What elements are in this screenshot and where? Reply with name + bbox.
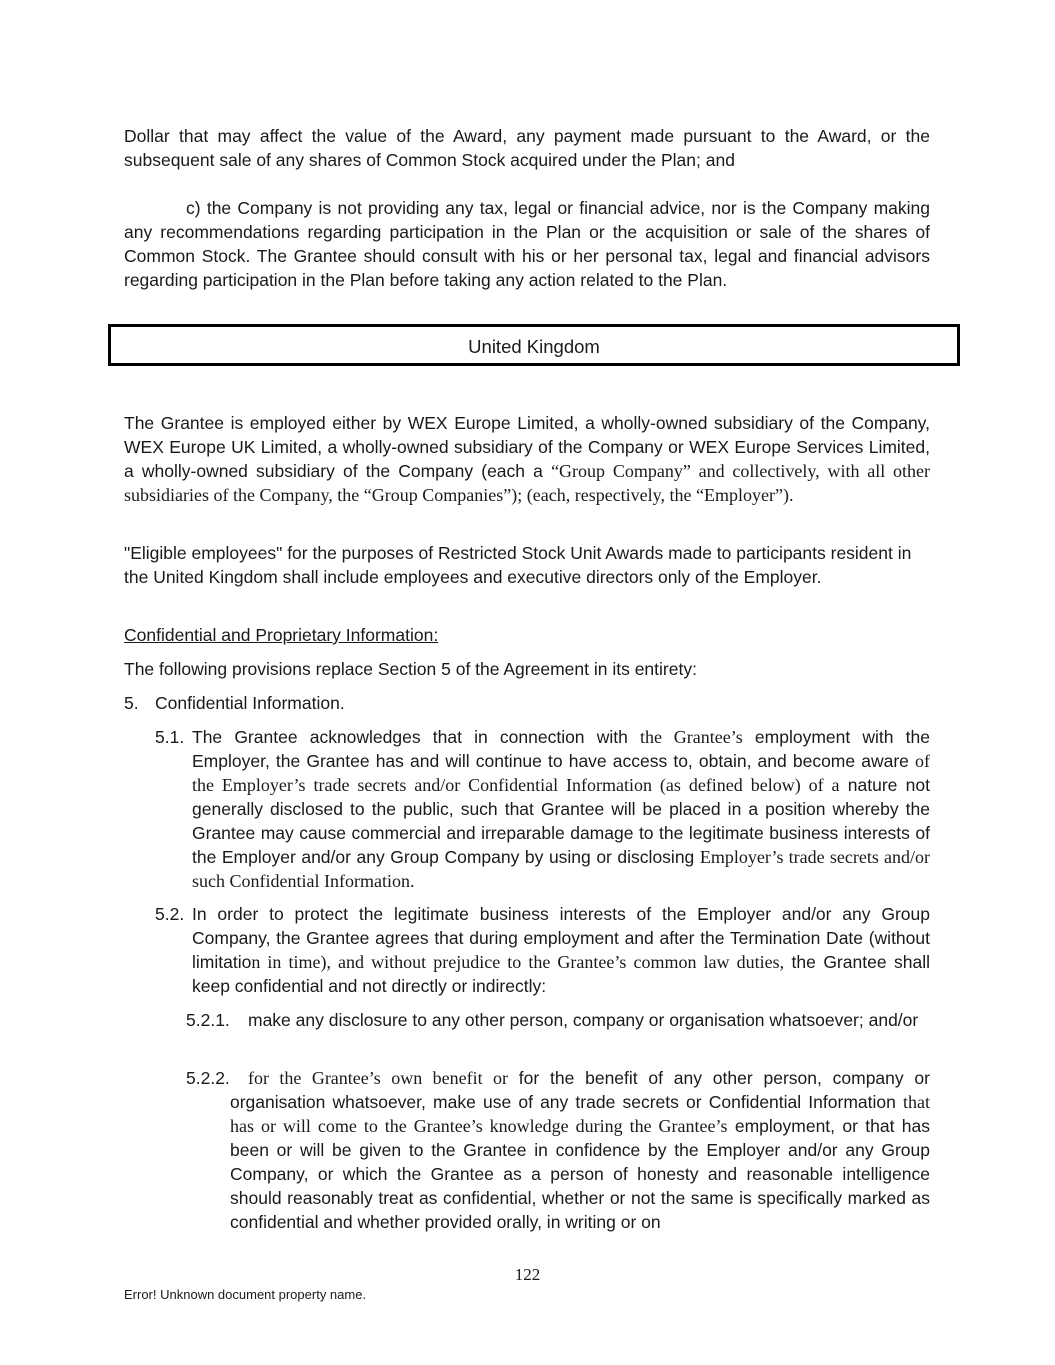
section-5-1-number: 5.1. — [155, 727, 185, 747]
intro-paragraph-c: c) the Company is not providing any tax, legal or financial advice, nor is the Company making any recommendations regarding participation in the Plan or the acquisition or sale of the shares of Common Stock. The Grantee should consult with his or her personal tax, legal and financial advisors regarding participation in the Plan before taking any action related to the Plan. — [124, 198, 930, 290]
uk-paragraph-employer — [124, 411, 930, 507]
s52-part-a: In order to protect the legitimate business interests of the Employer and/or any Group Company, the Grantee agrees that during employment and after the Termination Date (without limitatio — [192, 904, 930, 972]
uk-paragraph-eligible: "Eligible employees" for the purposes of Restricted Stock Unit Awards made to participants resident in the United Kingdom shall include employees and executive directors only of the Employer. — [124, 543, 912, 587]
uk-paragraph-employer-part2: “Group Company” and collectively, with all other subsidiaries of the Company, the “Group Companies”); (each, respectively, the “Employer”). — [124, 461, 931, 505]
section-5-title: Confidential Information. — [155, 693, 345, 713]
s522-part-c: that has or will come to the Grantee’s knowledge during the Grantee’s — [230, 1092, 930, 1136]
page-number: 122 — [514, 1265, 541, 1284]
s51-part-a: The Grantee acknowledges that in connection with — [192, 727, 640, 747]
section-5-2-1-text: make any disclosure to any other person, company or organisation whatsoever; and/or — [248, 1010, 919, 1030]
section-5-1-text — [192, 725, 930, 893]
section-title-box — [108, 324, 960, 366]
s522-part-b: for the benefit of any other person, company or organisation whatsoever, make use of any trade secrets or Confidential Information — [230, 1068, 930, 1112]
s522-part-a: for the Grantee’s own benefit or — [248, 1068, 509, 1088]
section-5-2-2-number: 5.2.2. — [186, 1068, 230, 1088]
section-5-2-number: 5.2. — [155, 904, 185, 924]
section-5-2-2-text — [230, 1066, 930, 1234]
s51-part-f: Employer’s trade secrets and/or such Confidential Information. — [192, 847, 930, 891]
s52-part-b: n in time), and without prejudice to the Grantee’s common law duties, — [251, 952, 785, 972]
intro-paragraph-1: Dollar that may affect the value of the Award, any payment made pursuant to the Award, or the subsequent sale of any shares of Common Stock acquired under the Plan; and — [124, 126, 930, 170]
section-title: United Kingdom — [468, 336, 600, 357]
replace-section-paragraph: The following provisions replace Section 5 of the Agreement in its entirety: — [124, 659, 697, 679]
s52-part-c: the Grantee shall keep confidential and not directly or indirectly: — [192, 952, 930, 996]
s51-part-b: the Grantee’s — [639, 727, 743, 747]
section-5-2-1-number: 5.2.1. — [186, 1010, 230, 1030]
confidential-heading: Confidential and Proprietary Information: — [124, 625, 439, 645]
s51-part-d: of the Employer’s trade secrets and/or Confidential Information (as defined below) of a — [192, 751, 930, 795]
s522-part-d: employment, or that has been or will be given to the Grantee in confidence by the Employer and/or any Group Company, or which the Grantee as a person of honesty and reasonable intelligence should reasonably treat as confidential, whether or not the same is specifically marked as confidential and whether provided orally, in writing or on — [230, 1116, 930, 1232]
s51-part-e: nature not generally disclosed to the public, such that Grantee will be placed in a position whereby the Grantee may cause commercial and irreparable damage to the legitimate business interests of the Employer and/or any Group Company by using or disclosing — [192, 775, 930, 867]
section-5-2-text — [192, 902, 930, 998]
uk-paragraph-employer-part1: The Grantee is employed either by WEX Europe Limited, a wholly-owned subsidiary of the Company, WEX Europe UK Limited, a wholly-owned subsidiary of the Company or WEX Europe Services Limited, a wholly-owned subsidiary of the Company (each a — [124, 413, 930, 481]
footer-error-text: Error! Unknown document property name. — [124, 1287, 367, 1302]
section-5-number: 5. — [124, 693, 139, 713]
s51-part-c: employment with the Employer, the Grantee has and will continue to have access to, obtain, and become aware — [192, 727, 930, 771]
